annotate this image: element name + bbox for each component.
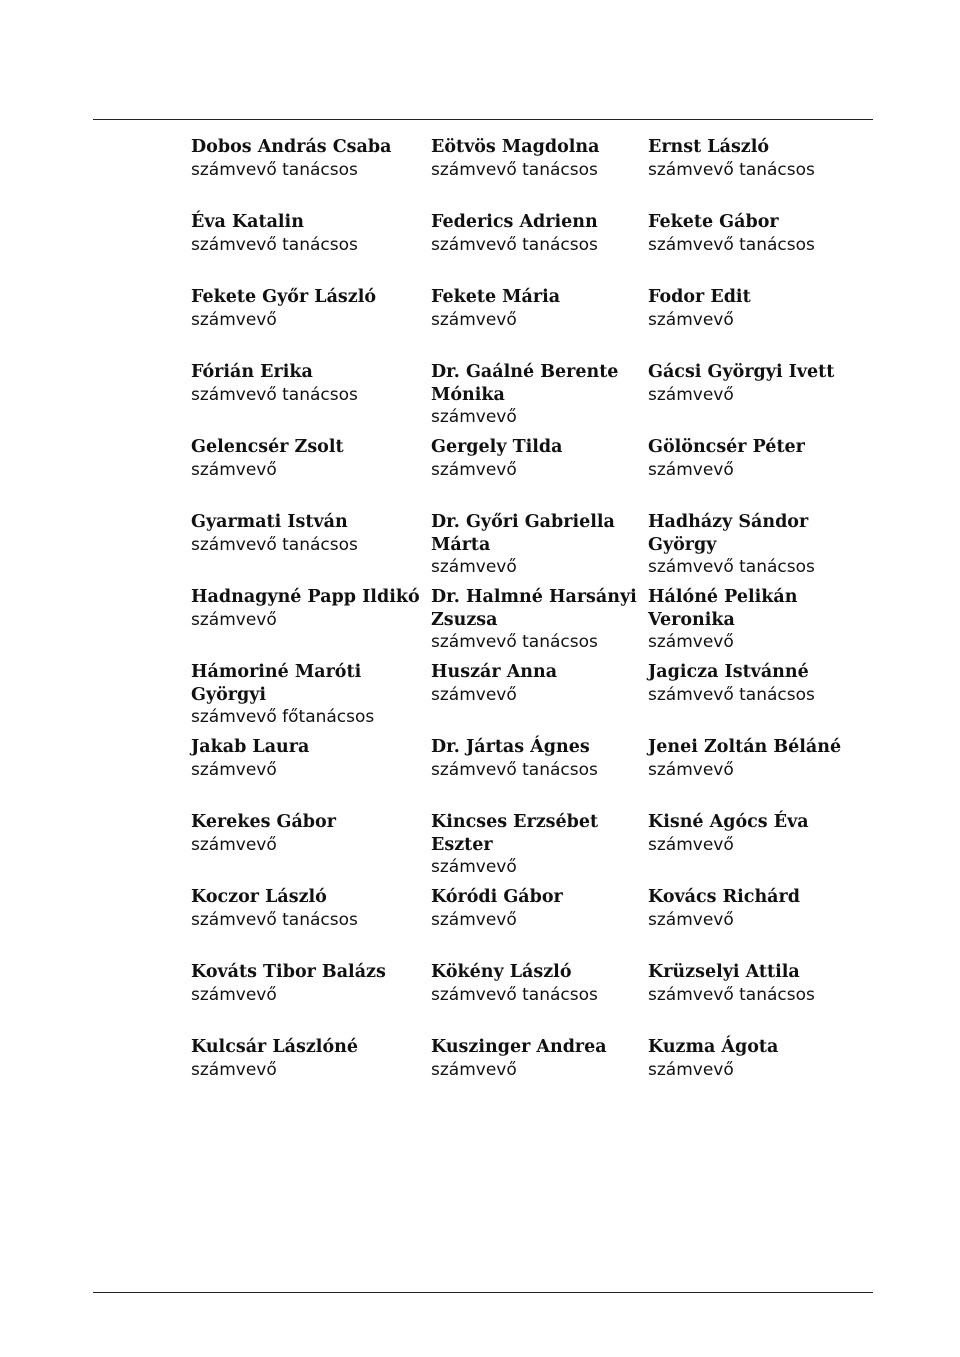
staff-name: Hámoriné Maróti (191, 662, 362, 682)
staff-name: Hadnagyné Papp Ildikó (191, 587, 420, 607)
staff-name: Márta (431, 534, 491, 555)
staff-entry (648, 511, 888, 579)
staff-title: számvevő (431, 1059, 517, 1080)
staff-entry (648, 736, 888, 781)
staff-title: számvevő tanácsos (191, 909, 358, 930)
staff-name: Hálóné Pelikán (648, 587, 798, 607)
staff-name: Jenei Zoltán Béláné (648, 737, 842, 757)
staff-title: számvevő tanácsos (648, 159, 815, 180)
staff-title: számvevő tanácsos (431, 234, 598, 255)
staff-name: Kóródi Gábor (431, 887, 563, 907)
staff-title: számvevő főtanácsos (191, 707, 375, 727)
staff-entry (191, 811, 421, 856)
staff-entry (191, 286, 421, 331)
staff-entry (648, 811, 888, 856)
staff-entry (648, 661, 888, 706)
staff-entry (191, 736, 421, 781)
staff-title: számvevő tanácsos (648, 234, 815, 255)
staff-title: számvevő (191, 609, 277, 630)
staff-title: számvevő (431, 407, 517, 427)
staff-name: Eötvös Magdolna (431, 137, 600, 157)
staff-name: Eszter (431, 834, 493, 855)
staff-title: számvevő tanácsos (191, 384, 358, 405)
staff-title: számvevő (431, 684, 517, 705)
staff-title: számvevő tanácsos (191, 534, 358, 555)
staff-name: Kincses Erzsébet (431, 812, 599, 832)
staff-entry (648, 361, 888, 406)
staff-entry (431, 811, 661, 879)
staff-name: Györgyi (191, 684, 267, 705)
staff-entry (191, 136, 421, 181)
staff-title: számvevő tanácsos (431, 159, 598, 180)
staff-name: Fodor Edit (648, 287, 751, 307)
staff-title: számvevő (431, 557, 517, 577)
staff-entry (431, 136, 661, 181)
staff-title: számvevő (648, 834, 734, 855)
staff-name: Éva Katalin (191, 212, 304, 232)
staff-name: Gyarmati István (191, 512, 348, 532)
staff-title: számvevő (648, 459, 734, 480)
staff-name: Dr. Halmné Harsányi (431, 587, 637, 607)
staff-name: Fekete Győr László (191, 287, 377, 307)
staff-title: számvevő (648, 309, 734, 330)
staff-title: számvevő tanácsos (431, 632, 598, 652)
staff-name: Gergely Tilda (431, 437, 563, 457)
staff-name: Fórián Erika (191, 362, 313, 382)
staff-name: Kovács Richárd (648, 887, 800, 907)
staff-title: számvevő (431, 459, 517, 480)
staff-name: Jakab Laura (191, 737, 310, 757)
staff-name: Dr. Jártas Ágnes (431, 737, 590, 757)
bottom-rule (93, 1292, 873, 1293)
staff-entry (431, 286, 661, 331)
staff-name: Kulcsár Lászlóné (191, 1037, 358, 1057)
staff-title: számvevő (648, 909, 734, 930)
staff-title: számvevő (191, 984, 277, 1005)
staff-name: Gelencsér Zsolt (191, 437, 344, 457)
staff-entry (431, 361, 661, 429)
staff-name: Jagicza Istvánné (648, 662, 809, 682)
staff-name: Hadházy Sándor (648, 512, 809, 532)
staff-entry (191, 436, 421, 481)
staff-name: Krüzselyi Attila (648, 962, 800, 982)
staff-entry (191, 586, 421, 631)
staff-entry (431, 886, 661, 931)
staff-entry (431, 1036, 661, 1081)
staff-entry (648, 961, 888, 1006)
staff-entry (191, 1036, 421, 1081)
staff-title: számvevő (648, 1059, 734, 1080)
staff-name: Gölöncsér Péter (648, 437, 805, 457)
staff-title: számvevő (191, 459, 277, 480)
staff-entry (191, 511, 421, 556)
staff-title: számvevő tanácsos (648, 557, 815, 577)
staff-entry (648, 436, 888, 481)
staff-name: Kuszinger Andrea (431, 1037, 607, 1057)
staff-title: számvevő tanácsos (191, 159, 358, 180)
staff-title: számvevő (431, 909, 517, 930)
staff-title: számvevő (431, 309, 517, 330)
staff-name: Dobos András Csaba (191, 137, 392, 157)
staff-title: számvevő tanácsos (648, 984, 815, 1005)
staff-entry (191, 961, 421, 1006)
staff-name: Veronika (648, 609, 735, 630)
staff-name: Kisné Agócs Éva (648, 812, 809, 832)
staff-name: Zsuzsa (431, 609, 498, 630)
staff-entry (431, 661, 661, 706)
staff-entry (431, 586, 661, 654)
staff-title: számvevő (431, 857, 517, 877)
staff-title: számvevő (191, 834, 277, 855)
staff-name: Kerekes Gábor (191, 812, 336, 832)
staff-entry (431, 511, 661, 579)
top-rule (93, 119, 873, 120)
staff-title: számvevő tanácsos (431, 759, 598, 780)
staff-entry (191, 211, 421, 256)
staff-title: számvevő tanácsos (648, 684, 815, 705)
staff-entry (648, 286, 888, 331)
staff-title: számvevő (648, 632, 734, 652)
staff-title: számvevő tanácsos (191, 234, 358, 255)
staff-title: számvevő tanácsos (431, 984, 598, 1005)
staff-title: számvevő (648, 384, 734, 405)
staff-title: számvevő (191, 309, 277, 330)
staff-name: Kökény László (431, 962, 572, 982)
staff-name: Fekete Gábor (648, 212, 779, 232)
staff-name: Mónika (431, 384, 505, 405)
staff-entry (191, 361, 421, 406)
staff-entry (648, 1036, 888, 1081)
staff-entry (431, 211, 661, 256)
staff-name: Gácsi Györgyi Ivett (648, 362, 835, 382)
staff-name: György (648, 534, 717, 555)
staff-title: számvevő (191, 759, 277, 780)
staff-name: Kuzma Ágota (648, 1037, 779, 1057)
staff-name: Dr. Gaálné Berente (431, 362, 619, 382)
staff-entry (648, 586, 888, 654)
staff-name: Dr. Győri Gabriella (431, 512, 615, 532)
staff-entry (648, 886, 888, 931)
staff-entry (431, 436, 661, 481)
staff-name: Koczor László (191, 887, 327, 907)
staff-name: Ernst László (648, 137, 770, 157)
staff-entry (431, 961, 661, 1006)
staff-entry (431, 736, 661, 781)
staff-name: Huszár Anna (431, 662, 558, 682)
staff-entry (648, 211, 888, 256)
staff-entry (648, 136, 888, 181)
staff-title: számvevő (648, 759, 734, 780)
staff-title: számvevő (191, 1059, 277, 1080)
staff-name: Kováts Tibor Balázs (191, 962, 386, 982)
staff-entry (191, 661, 421, 729)
staff-name: Federics Adrienn (431, 212, 598, 232)
staff-entry (191, 886, 421, 931)
staff-name: Fekete Mária (431, 287, 561, 307)
